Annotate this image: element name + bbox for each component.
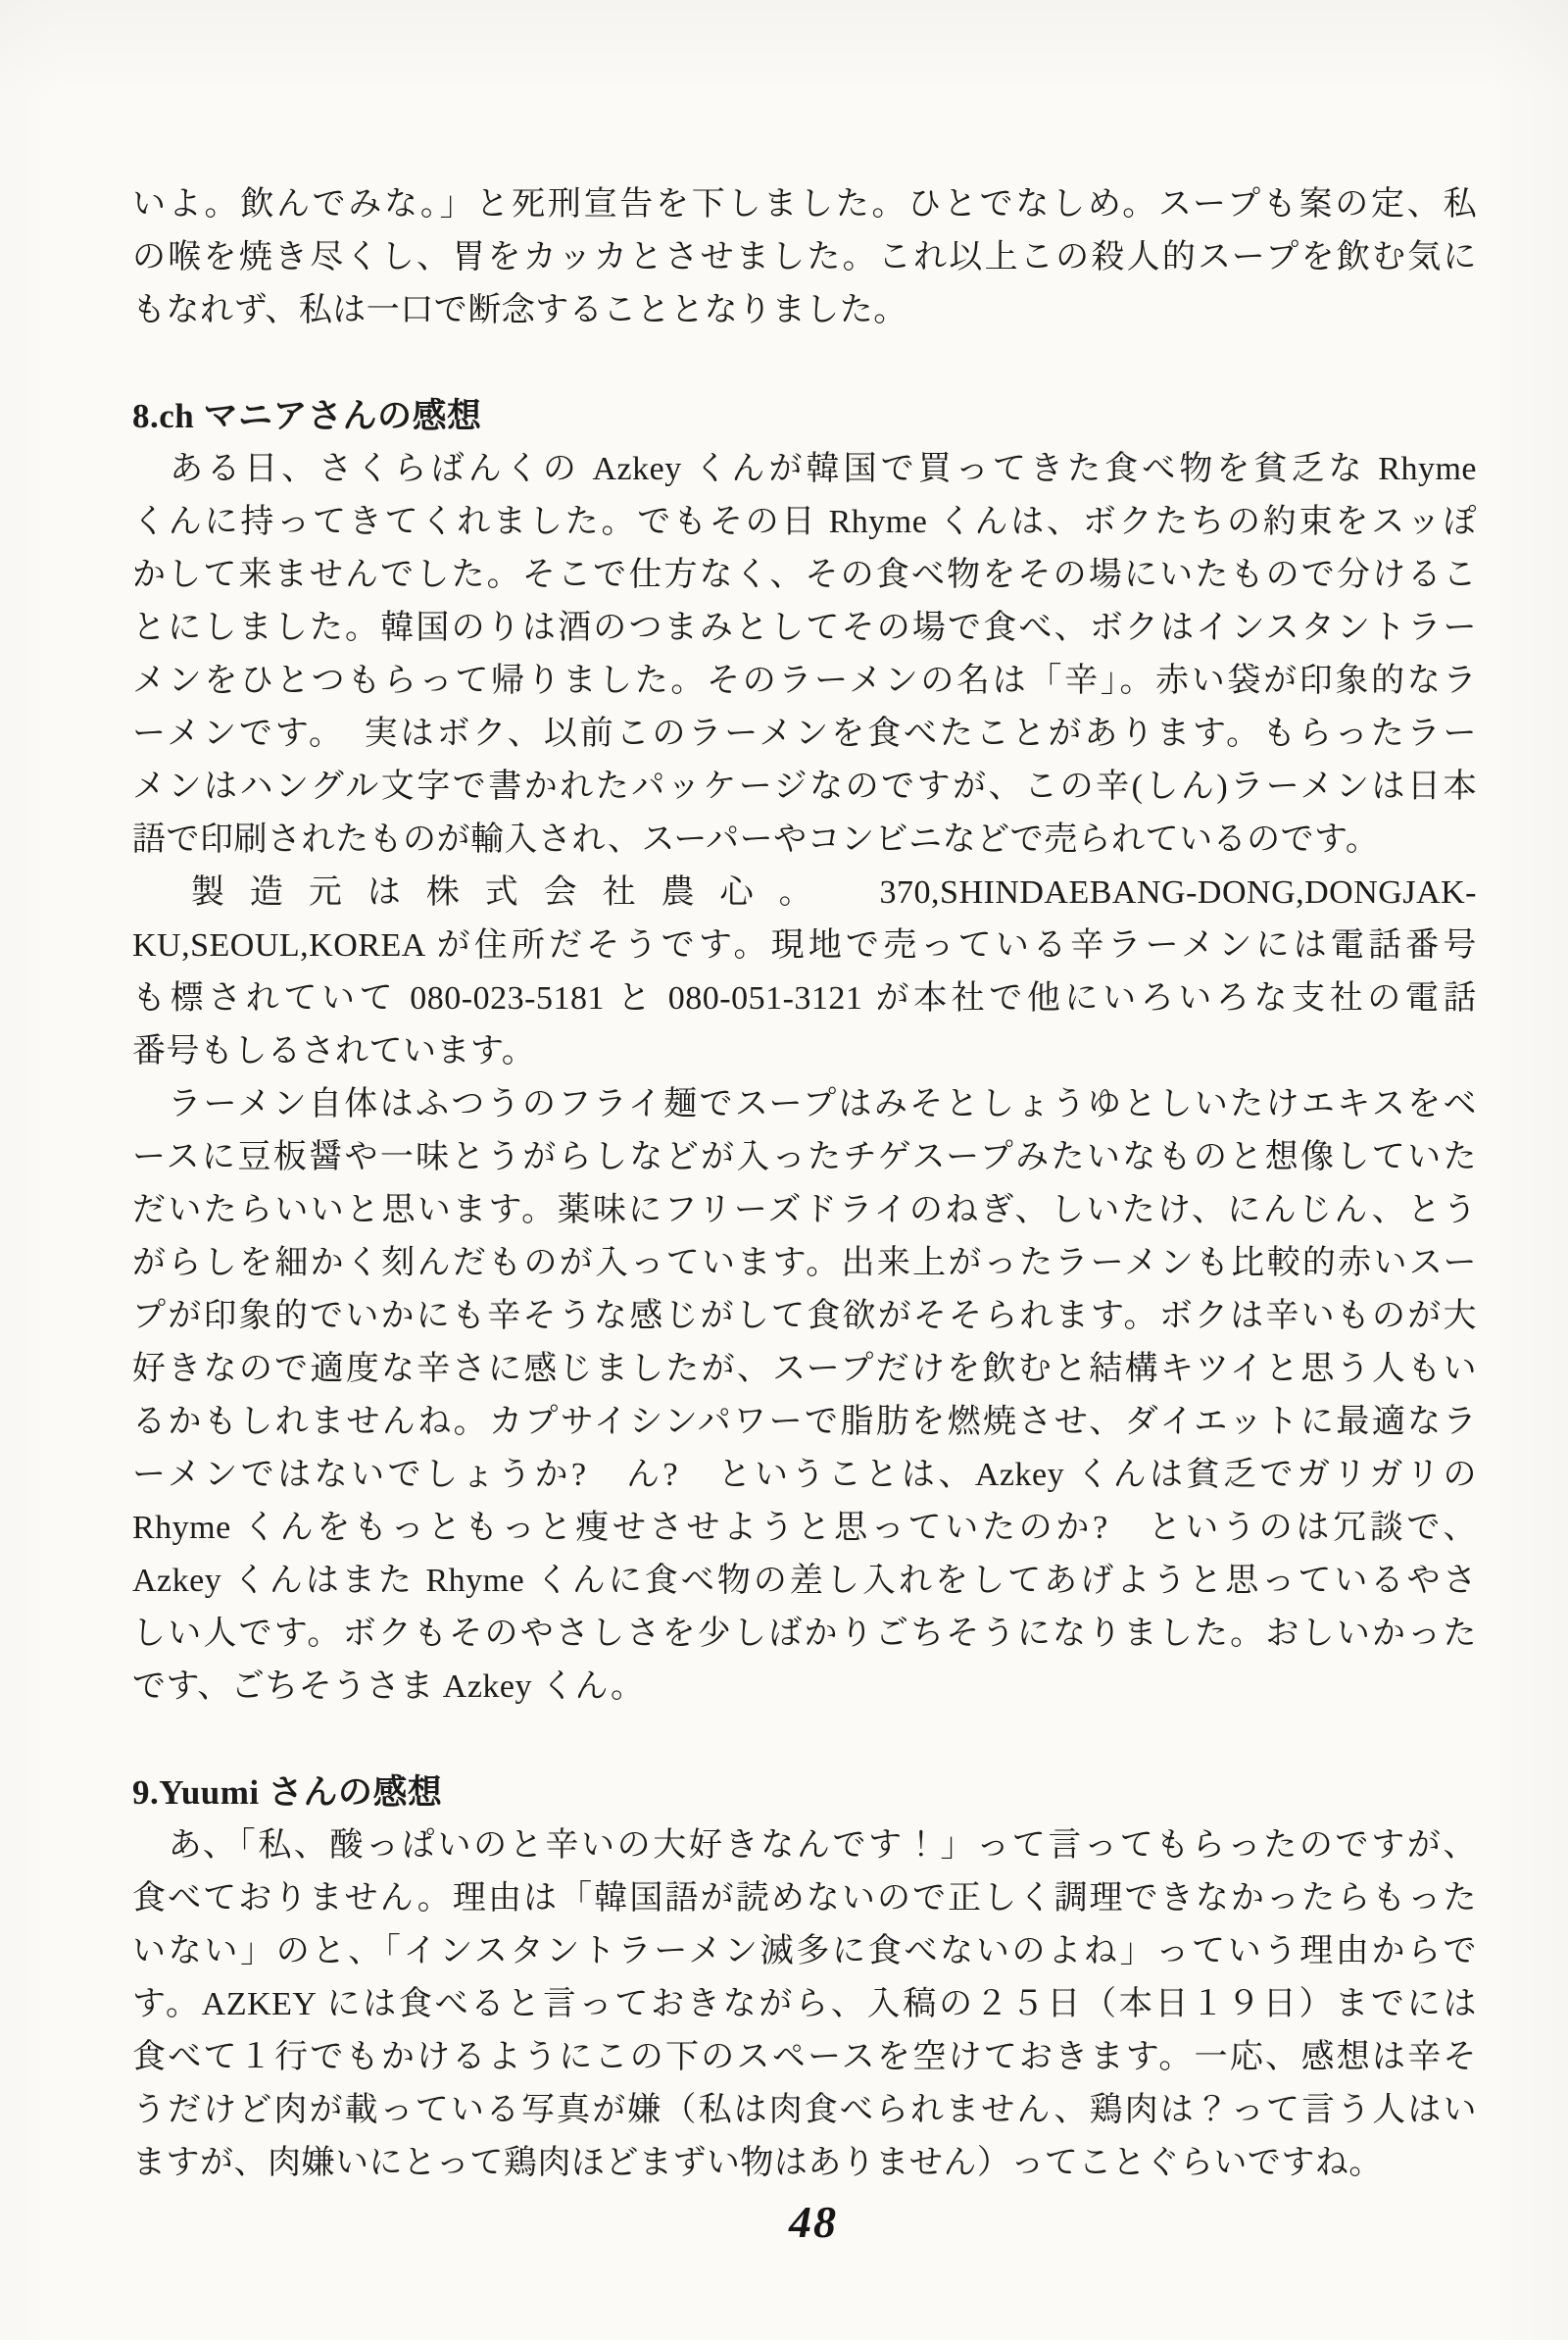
text-line: るかもしれませんね。カプサイシンパワーで脂肪を燃焼させ、ダイエットに最適なラ [132,1404,1477,1440]
text-line: Rhyme くんをもっともっと痩せさせようと思っていたのか? というのは冗談で、 [132,1510,1477,1546]
text-line: かして来ませんでした。そこで仕方なく、その食べ物をその場にいたもので分けるこ [132,557,1477,593]
text-line: メンはハングル文字で書かれたパッケージなのですが、この辛(しん)ラーメンは日本 [132,769,1477,805]
section-heading-9-yuumi: 9.Yuumi さんの感想 [132,1773,443,1812]
paragraph-8ch-story [132,443,1477,867]
text-line: です、ごちそうさま Azkey くん。 [132,1668,645,1705]
text-line: 製造元は株式会社農心。 370,SHINDAEBANG-DONG,DONGJAK- [132,874,1477,911]
text-line: しい人です。ボクもそのやさしさを少しばかりごちそうになりました。おしいかった [132,1616,1477,1652]
paragraph-manufacturer [132,867,1477,1078]
paragraph-ramen-review [132,1078,1477,1714]
text-line: 語で印刷されたものが輸入され、スーパーやコンビニなどで売られているのです。 [132,821,1380,858]
text-line: いよ。飲んでみな。」と死刑宣告を下しました。ひとでなしめ。スープも案の定、私 [132,186,1477,223]
text-line: あ、「私、酸っぱいのと辛いの大好きなんです！」って言ってもらったのですが、 [132,1827,1477,1864]
text-line: 好きなので適度な辛さに感じましたが、スープだけを飲むと結構キツイと思う人もい [132,1351,1477,1387]
section-heading-8ch-mania: 8.ch マニアさんの感想 [132,397,482,435]
text-line: ますが、肉嫌いにとって鶏肉ほどまずい物はありません）ってことぐらいですね。 [132,2145,1383,2181]
text-line: がらしを細かく刻んだものが入っています。出来上がったラーメンも比較的赤いスー [132,1245,1477,1281]
text-line: うだけど肉が載っている写真が嫌（私は肉食べられません、鶏肉は？って言う人はい [132,2092,1477,2128]
text-line: す。AZKEY には食べると言っておきながら、入稿の２５日（本日１９日）までには [132,1986,1477,2022]
text-line: の喉を焼き尽くし、胃をカッカとさせました。これ以上この殺人的スープを飲む気に [132,239,1477,275]
text-line: ラーメン自体はふつうのフライ麺でスープはみそとしょうゆとしいたけエキスをベ [132,1086,1477,1122]
text-line: もなれず、私は一口で断念することとなりました。 [132,292,907,328]
text-line: メンをひとつもらって帰りました。そのラーメンの名は「辛」。赤い袋が印象的なラ [132,663,1477,699]
text-block [132,178,1477,2190]
text-line: ースに豆板醤や一味とうがらしなどが入ったチゲスープみたいなものと想像していた [132,1139,1477,1175]
text-line: だいたらいいと思います。薬味にフリーズドライのねぎ、しいたけ、にんじん、とう [132,1192,1477,1228]
text-line: ある日、さくらばんくの Azkey くんが韓国で買ってきた食べ物を貧乏な Rhyme [132,451,1477,487]
page-number: 48 [789,2197,838,2247]
paragraph-yuumi [132,1819,1477,2190]
text-line: 食べて１行でもかけるようにこの下のスペースを空けておきます。一応、感想は辛そ [132,2039,1477,2075]
text-line: プが印象的でいかにも辛そうな感じがして食欲がそそられます。ボクは辛いものが大 [132,1298,1477,1334]
text-line: ーメンです。 実はボク、以前このラーメンを食べたことがあります。もらったラー [132,716,1477,752]
text-line: Azkey くんはまた Rhyme くんに食べ物の差し入れをしてあげようと思っているやさ [132,1563,1477,1599]
text-line: 番号もしるされています。 [132,1033,536,1070]
text-line: 食べておりません。理由は「韓国語が読めないので正しく調理できなかったらもった [132,1880,1477,1917]
text-line: とにしました。韓国のりは酒のつまみとしてその場で食べ、ボクはインスタントラー [132,610,1477,646]
text-line: ーメンではないでしょうか? ん? ということは、Azkey くんは貧乏でガリガリの [132,1457,1477,1493]
text-line: KU,SEOUL,KOREA が住所だそうです。現地で売っている辛ラーメンには電話番号 [132,927,1477,964]
text-line: も標されていて 080-023-5181 と 080-051-3121 が本社で他にいろいろな支社の電話 [132,980,1477,1017]
paragraph-intro [132,178,1477,337]
text-line: くんに持ってきてくれました。でもその日 Rhyme くんは、ボクたちの約束をスッぽ [132,504,1477,540]
text-line: いない」のと、「インスタントラーメン滅多に食べないのよね」っていう理由からで [132,1933,1477,1969]
